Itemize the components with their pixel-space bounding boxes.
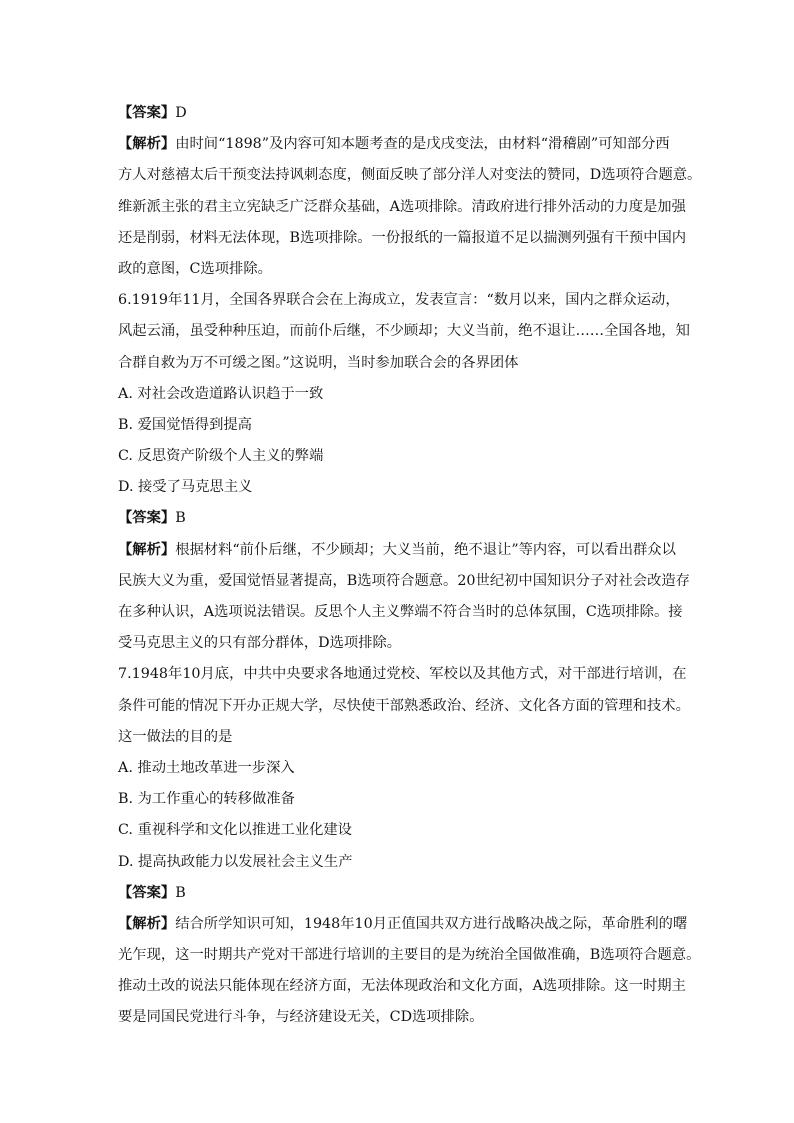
- analysis-line: [118, 535, 678, 566]
- answer-line: [118, 878, 678, 909]
- analysis-line: 推动土改的说法只能体现在经济方面，无法体现政治和文化方面，A选项排除。这一时期主: [118, 978, 686, 995]
- option-b: B. 爱国觉悟得到提高: [118, 416, 252, 433]
- answer-value: B: [175, 884, 186, 901]
- answer-label: 【答案】: [118, 884, 176, 901]
- analysis-text: 结合所学知识可知，1948年10月正值国共双方进行战略决战之际，革命胜利的曙: [175, 915, 688, 932]
- analysis-line: 在多种认识，A选项说法错误。反思个人主义弊端不符合当时的总体氛围，C选项排除。接: [118, 604, 683, 620]
- analysis-line: 光乍现，这一时期共产党对干部进行培训的主要目的是为统治全国做准确，B选项符合题意。: [118, 947, 701, 964]
- analysis-line: 民族大义为重，爱国觉悟显著提高，B选项符合题意。20世纪初中国知识分子对社会改造存: [118, 572, 690, 589]
- option-c: C. 反思资产阶级个人主义的弊端: [118, 448, 324, 465]
- question-line: 合群自救为万不可缓之图。”这说明，当时参加联合会的各界团体: [118, 354, 519, 371]
- answer-line: [118, 98, 678, 129]
- analysis-line: 方人对慈禧太后干预变法持讽刺态度，侧面反映了部分洋人对变法的赞同，D选项符合题意。: [118, 167, 702, 184]
- question-line: 条件可能的情况下开办正规大学，尽快使干部熟悉政治、经济、文化各方面的管理和技术。: [118, 697, 690, 714]
- answer-value: B: [175, 510, 186, 527]
- analysis-line: 政的意图，C选项排除。: [118, 260, 272, 277]
- analysis-text: 由时间“1898”及内容可知本题考查的是戊戌变法，由材料“滑稽剧”可知部分西: [175, 136, 670, 153]
- analysis-text: 根据材料“前仆后继，不少顾却；大义当前，绝不退让”等内容，可以看出群众以: [175, 541, 676, 558]
- analysis-line: 受马克思主义的只有部分群体，D选项排除。: [118, 635, 402, 652]
- answer-value: D: [175, 105, 187, 121]
- analysis-line: 维新派主张的君主立宪缺乏广泛群众基础，A选项排除。清政府进行排外活动的力度是加强: [118, 198, 686, 215]
- analysis-line: [118, 909, 688, 940]
- analysis-line: [118, 129, 678, 160]
- analysis-label: 【解析】: [118, 915, 176, 932]
- question-line: 6.1919年11月，全国各界联合会在上海成立，发表宣言：“数月以来，国内之群众运动，: [118, 292, 680, 309]
- answer-line: [118, 503, 678, 534]
- option-d: D. 接受了马克思主义: [118, 479, 253, 496]
- option-a: A. 推动土地改革进一步深入: [118, 759, 295, 776]
- analysis-line: 还是削弱，材料无法体现，B选项排除。一份报纸的一篇报道不足以揣测列强有干预中国内: [118, 229, 687, 246]
- document-page: [118, 98, 702, 1034]
- analysis-label: 【解析】: [118, 541, 176, 558]
- analysis-label: 【解析】: [118, 136, 176, 153]
- option-a: A. 对社会改造道路认识趋于一致: [118, 385, 324, 402]
- question-line: 风起云涌，虽受种种压迫，而前仆后继，不少顾却；大义当前，绝不退让……全国各地，知: [118, 323, 690, 340]
- analysis-line: 要是同国民党进行斗争，与经济建设无关，CD选项排除。: [118, 1009, 484, 1026]
- question-line: 7.1948年10月底，中共中央要求各地通过党校、军校以及其他方式，对干部进行培训，在: [118, 666, 687, 683]
- option-b: B. 为工作重心的转移做准备: [118, 791, 295, 808]
- question-line: 这一做法的目的是: [118, 728, 233, 745]
- option-d: D. 提高执政能力以发展社会主义生产: [118, 853, 353, 870]
- option-c: C. 重视科学和文化以推进工业化建设: [118, 822, 352, 839]
- answer-label: 【答案】: [118, 510, 176, 527]
- answer-label: 【答案】: [118, 105, 176, 121]
